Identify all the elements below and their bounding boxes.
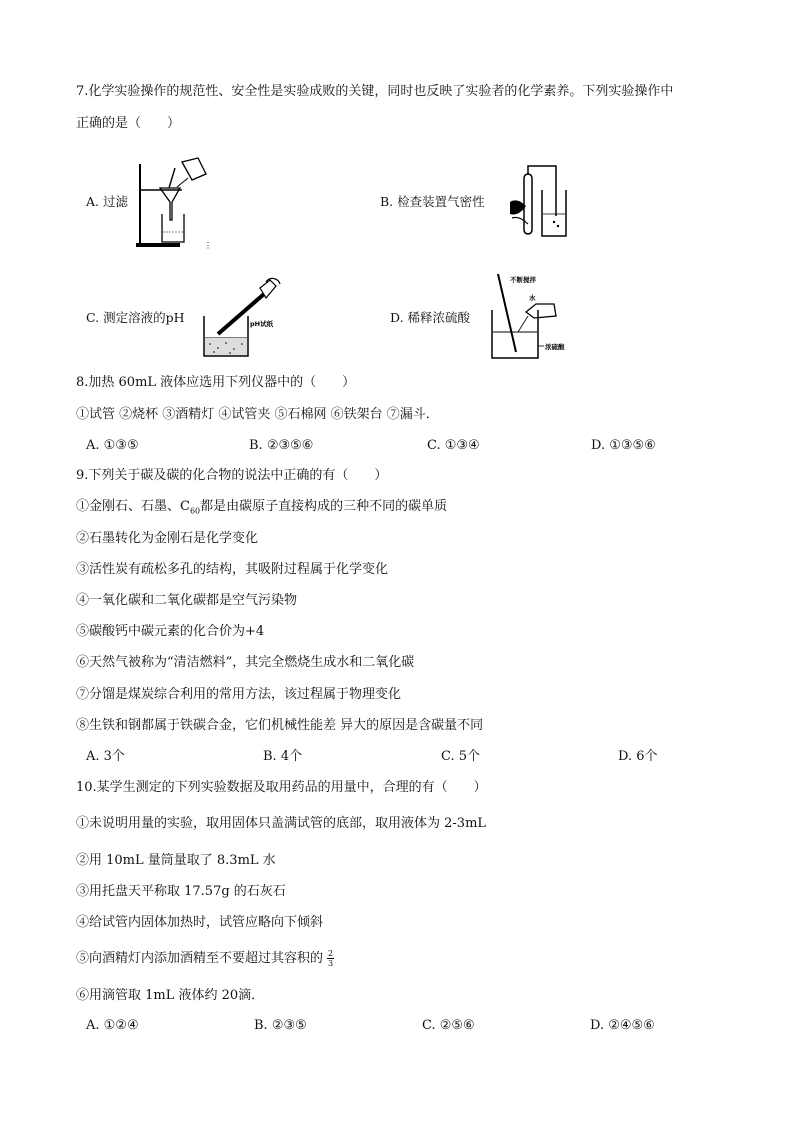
q7-option-c: C. 测定溶液的pH [86, 310, 185, 325]
q7-option-d: D. 稀释浓硫酸 [390, 310, 471, 325]
q9-option-d: D. 6个 [618, 749, 658, 764]
q8-stem: 8.加热 60mL 液体应选用下列仪器中的（ ） [76, 375, 356, 390]
q10-statement-3: ③用托盘天平称取 17.57g 的石灰石 [76, 884, 286, 899]
q7-option-a: A. 过滤 [86, 194, 129, 209]
ph-paper-label: pH试纸 [250, 320, 274, 328]
q10-statement-4: ④给试管内固体加热时，试管应略向下倾斜 [76, 915, 324, 930]
q10-option-c: C. ②⑤⑥ [422, 1018, 475, 1033]
q8-option-b: B. ②③⑤⑥ [249, 438, 314, 453]
q7-stem-line2: 正确的是（ ） [76, 116, 181, 131]
svg-text:⋮: ⋮ [204, 241, 212, 250]
filtration-figure [136, 158, 216, 250]
stir-label: 不断搅拌 [510, 276, 536, 284]
q10-statement-6: ⑥用滴管取 1mL 液体约 20滴． [76, 988, 265, 1003]
ph-test-figure [200, 276, 284, 360]
q10-option-d: D. ②④⑤⑥ [590, 1018, 655, 1033]
q9-statement-8: ⑧生铁和钢都属于铁碳合金，它们机械性能差 异大的原因是含碳量不同 [76, 718, 484, 733]
q7-option-b: B. 检查装置气密性 [380, 194, 485, 209]
fraction-two-thirds: $\frac{2}{3}$ [328, 949, 334, 968]
q10-statement-1: ①未说明用量的实验，取用固体只盖满试管的底部，取用液体为 2-3mL [76, 816, 487, 831]
q9-statement-3: ③活性炭有疏松多孔的结构，其吸附过程属于化学变化 [76, 562, 389, 577]
q8-option-a: A. ①③⑤ [86, 438, 139, 453]
q9-option-c: C. 5个 [441, 749, 481, 764]
q9-statement-2: ②石墨转化为金刚石是化学变化 [76, 531, 259, 546]
q10-statement-2: ②用 10mL 量筒量取了 8.3mL 水 [76, 853, 276, 868]
q7-stem-line1: 7.化学实验操作的规范性、安全性是实验成败的关键，同时也反映了实验者的化学素养。下列实验操作中 [76, 84, 674, 99]
q10-option-a: A. ①②④ [86, 1018, 139, 1033]
q9-stem: 9.下列关于碳及碳的化合物的说法中正确的有（ ） [76, 468, 388, 483]
acid-label: 浓硫酸 [545, 343, 565, 351]
q10-stem: 10.某学生测定的下列实验数据及取用药品的用量中，合理的有（ ） [76, 780, 487, 795]
q10-option-b: B. ②③⑤ [254, 1018, 307, 1033]
q9-statement-4: ④一氧化碳和二氧化碳都是空气污染物 [76, 593, 298, 608]
q8-items: ①试管 ②烧杯 ③酒精灯 ④试管夹 ⑤石棉网 ⑥铁架台 ⑦漏斗． [76, 407, 439, 422]
q9-statement-6: ⑥天然气被称为“清洁燃料”，其完全燃烧生成水和二氧化碳 [76, 655, 415, 670]
q9-statement-7: ⑦分馏是煤炭综合利用的常用方法，该过程属于物理变化 [76, 687, 402, 702]
q9-option-b: B. 4个 [263, 749, 303, 764]
q9-statement-5: ⑤碳酸钙中碳元素的化合价为+4 [76, 624, 265, 639]
q8-option-c: C. ①③④ [427, 438, 480, 453]
q9-option-a: A. 3个 [86, 749, 125, 764]
airtight-check-figure [504, 162, 568, 244]
q9-statement-1: ①金刚石、石墨、$C_{60}$都是由碳原子直接构成的三种不同的碳单质 [76, 499, 448, 516]
dilute-acid-figure [488, 272, 568, 362]
water-label: 水 [529, 294, 536, 302]
q8-option-d: D. ①③⑤⑥ [591, 438, 656, 453]
q10-statement-5: ⑤向酒精灯内添加酒精至不要超过其容积的 $\frac{2}{3}$ [76, 949, 334, 968]
